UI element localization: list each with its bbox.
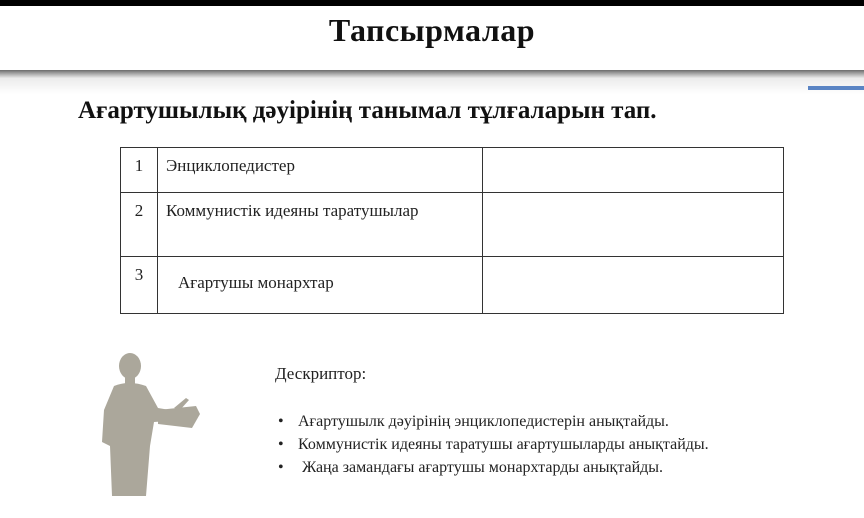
descriptor-item: Жаңа замандағы ағартушы монархтарды анықтайды. <box>298 459 664 476</box>
descriptor-item: Ағартушылк дәуірінің энциклопедистерін анықтайды. <box>298 413 669 430</box>
descriptor-list <box>278 410 709 479</box>
presenter-silhouette-icon <box>96 350 216 496</box>
bullet: • <box>278 413 284 430</box>
table-row <box>121 193 784 257</box>
bullet: • <box>278 436 284 453</box>
row-label: Энциклопедистер <box>158 148 483 193</box>
answer-cell[interactable] <box>483 193 784 257</box>
answer-cell[interactable] <box>483 257 784 314</box>
list-item <box>278 410 709 433</box>
bullet: • <box>278 459 284 476</box>
row-number: 2 <box>121 193 158 257</box>
header-divider <box>0 70 864 78</box>
header-divider-shadow <box>0 78 864 94</box>
row-number: 1 <box>121 148 158 193</box>
top-black-bar <box>0 0 864 6</box>
task-heading: Ағартушылық дәуірінің танымал тұлғаларын тап. <box>78 97 657 124</box>
task-table <box>120 147 784 314</box>
slide-title: Тапсырмалар <box>328 12 536 48</box>
accent-line <box>808 86 864 90</box>
table-row <box>121 257 784 314</box>
row-number: 3 <box>121 257 158 314</box>
row-label: Коммунистік идеяны таратушылар <box>158 193 483 257</box>
descriptor-title: Дескриптор: <box>275 364 367 383</box>
row-label: Ағартушы монархтар <box>158 257 483 314</box>
list-item <box>278 456 709 479</box>
descriptor-item: Коммунистік идеяны таратушы ағартушыларды анықтайды. <box>298 436 709 453</box>
answer-cell[interactable] <box>483 148 784 193</box>
list-item <box>278 433 709 456</box>
table-row <box>121 148 784 193</box>
